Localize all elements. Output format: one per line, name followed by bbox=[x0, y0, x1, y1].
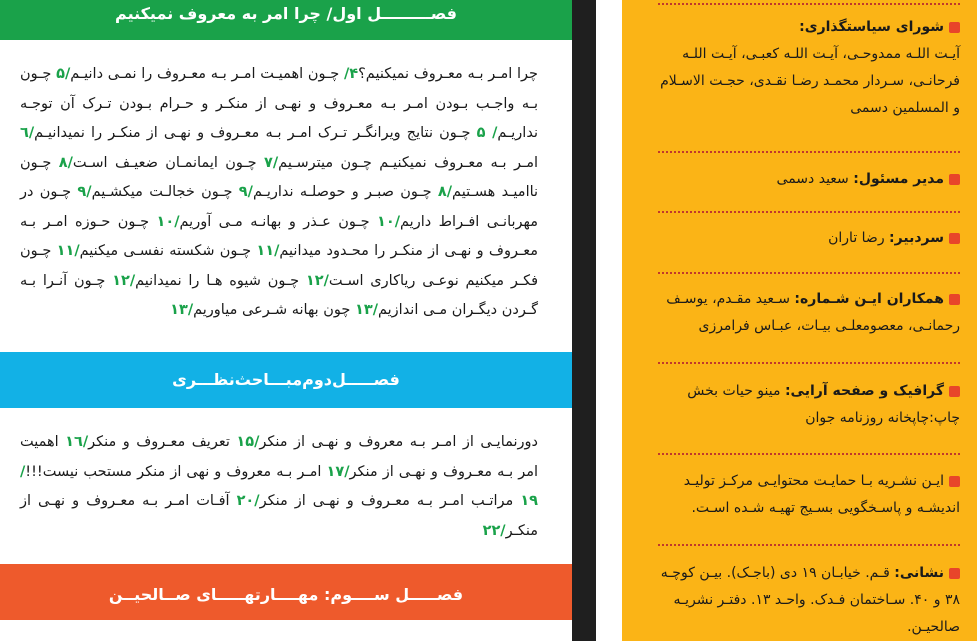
graphics-label: گرافیک و صفحه آرایی: bbox=[784, 383, 944, 399]
publisher-note-text: ایـن نشـریه بـا حمایـت محتوایـی مرکـز تولیـد اندیشـه و پاسـخگویی بسـیج تهیـه شـده اسـت. bbox=[683, 473, 960, 516]
editor-label: سردبیر: bbox=[889, 230, 944, 246]
editor bbox=[658, 225, 960, 252]
square-bullet-icon bbox=[949, 294, 960, 305]
list-item: آفـات امـر بـه معـروف و نهـی از منکـر/۲۲ bbox=[20, 493, 538, 539]
square-bullet-icon bbox=[949, 476, 960, 487]
address-value: قـم. خیابـان ۱۹ دی (باجـک). بیـن کوچـه ۳۸ و ۴۰. سـاختمان فـدک. واحـد ۱۳. دفتـر نشریـه صالحیـن. bbox=[660, 565, 960, 635]
chapter2-title: فصـــــل‌دوم‌مبـــاحث‌نظـــری bbox=[172, 370, 400, 389]
director-value: سعید دسمی bbox=[776, 171, 849, 187]
print-label: چاپ: bbox=[929, 410, 960, 426]
list-item: امـر بـه معـروف نمیکنیـم چـون میترسـیم/۷ bbox=[264, 154, 538, 171]
chapter2-items bbox=[20, 428, 538, 546]
list-item: چـون عـذر و بهانـه مـی آوریم/۱۰ bbox=[156, 213, 370, 230]
list-item: چـون صبـر و حوصلـه نداریـم/۹ bbox=[238, 184, 432, 200]
list-item: چـون ناامیـد هسـتیم/۸ bbox=[20, 154, 539, 200]
chapter2-header bbox=[0, 352, 572, 408]
chapter3-header bbox=[0, 564, 572, 620]
dotted-separator bbox=[658, 544, 960, 546]
list-item: چـون بـه واجـب بـودن امـر بـه معـروف و نهـی از منکـر و حـرام بـودن تـرک آن توجـه نداریـم/ ۵ bbox=[20, 66, 538, 141]
list-item: چـون حـوزه امـر بـه معـروف و نهـی از منکـر را محـدود میدانیم/۱۱ bbox=[20, 213, 538, 259]
square-bullet-icon bbox=[949, 386, 960, 397]
dotted-separator bbox=[658, 151, 960, 153]
address-label: نشانی: bbox=[894, 565, 944, 581]
contributors bbox=[658, 286, 960, 340]
list-item: چـون آنـرا بـه گـردن دیگـران مـی اندازیم/۱۳ bbox=[20, 272, 538, 318]
list-item: چـون اهمیـت امـر بـه معـروف را نمـی دانیـم/۵ bbox=[56, 66, 340, 82]
chapter3-title: فصـــــل ســــوم: مهــــارتهـــــای صــالحیــن bbox=[108, 585, 464, 604]
publisher-note bbox=[658, 468, 960, 522]
print-value: چاپخانه روزنامه جوان bbox=[805, 410, 930, 426]
column-divider bbox=[572, 0, 596, 641]
square-bullet-icon bbox=[949, 568, 960, 579]
graphics-value: مینو حیات بخش bbox=[687, 383, 781, 399]
square-bullet-icon bbox=[949, 233, 960, 244]
list-item: چـون در مهربانـی افـراط داریم/۱۰ bbox=[20, 184, 538, 230]
list-item: امـر بـه معروف و نهی از منکر مستحب نیست!!!/۱۹ bbox=[20, 463, 539, 509]
dotted-separator bbox=[658, 211, 960, 213]
graphics-and-print bbox=[658, 378, 960, 432]
dotted-separator bbox=[658, 272, 960, 274]
square-bullet-icon bbox=[949, 174, 960, 185]
dotted-separator bbox=[658, 453, 960, 455]
contributors-value: سـعید مقـدم، یوسـف رحمانـی، معصومعلـی بیـات، عبـاس فرامرزی bbox=[666, 291, 960, 334]
list-item: چـون ایمانمـان ضعیـف اسـت/۸ bbox=[58, 154, 257, 171]
list-item: چرا امـر بـه معـروف نمیکنیم؟۴/ bbox=[343, 66, 539, 82]
director bbox=[658, 166, 960, 193]
dotted-separator bbox=[658, 3, 960, 5]
list-item: چـون نتایج ویرانگـر تـرک امـر بـه معـروف و نهـی از منکـر را نمیدانیـم/٦ bbox=[20, 125, 471, 141]
dotted-separator bbox=[658, 362, 960, 364]
chapter1-title: فصـــــــــل اول/ چرا امر به معروف نمیکنیم bbox=[115, 4, 457, 23]
address bbox=[658, 560, 960, 641]
chapter1-items bbox=[20, 60, 538, 326]
policy-council-label: شورای سیاستگذاری: bbox=[799, 19, 944, 35]
list-item: اهمیت امر بـه معـروف و نهـی از منکر/۱۷ bbox=[20, 434, 539, 480]
column-gap bbox=[596, 0, 622, 641]
policy-council-value: آیـت اللـه ممدوحـی، آیـت اللـه کعبـی، آیـت اللـه فرحانـی، سـردار محمـد رضـا نقـدی، حجـت الاسـلام و المسلمین دسمی bbox=[660, 46, 960, 116]
list-item: مراتـب امـر بـه معـروف و نهـی از منکر/۲۰ bbox=[236, 493, 514, 509]
list-item: دورنمایـی از امـر بـه معروف و نهـی از منکر/۱۵ bbox=[236, 434, 539, 450]
policy-council bbox=[658, 14, 960, 122]
contributors-label: همکاران ایـن شـماره: bbox=[794, 291, 944, 307]
list-item: چـون خجالـت میکشـیم/۹ bbox=[77, 184, 233, 200]
list-item: تعریف معـروف و منکر/۱٦ bbox=[65, 434, 230, 450]
square-bullet-icon bbox=[949, 22, 960, 33]
list-item: چون بهانه شـرعی میاوریم/۱۳ bbox=[170, 302, 351, 318]
list-item: چـون شیوه هـا را نمیدانیم/۱۲ bbox=[112, 272, 300, 289]
list-item: چـون شکسته نفسـی میکنیم/۱۱ bbox=[56, 243, 252, 259]
editor-value: رضا تاران bbox=[828, 230, 885, 246]
credits-panel bbox=[622, 0, 977, 641]
director-label: مدیر مسئول: bbox=[853, 171, 944, 187]
chapter1-header bbox=[0, 0, 572, 40]
list-item: چـون فکـر میکنیم نوعـی ریاکاری اسـت/۱۲ bbox=[20, 243, 539, 289]
